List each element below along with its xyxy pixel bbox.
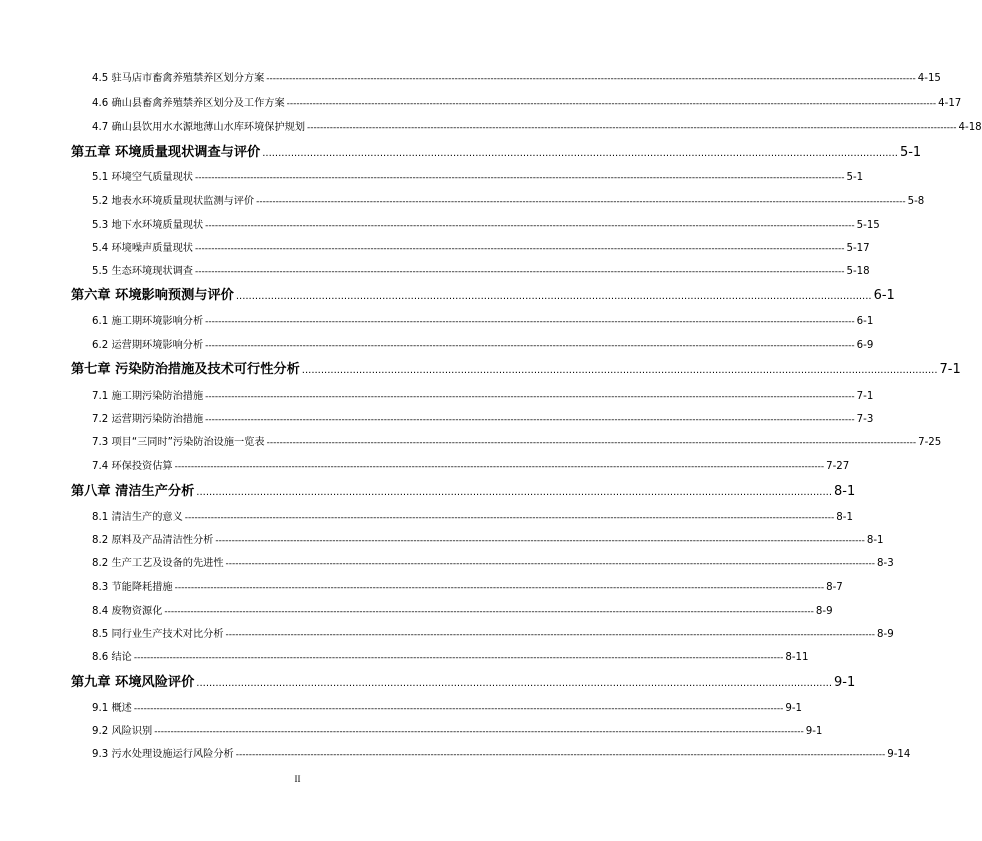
toc-entry-title: 9.2 风险识别 <box>92 726 153 737</box>
toc-entry-title: 7.3 项目“三同时”污染防治设施一览表 <box>92 437 265 448</box>
toc-section-entry[interactable] <box>92 262 870 277</box>
toc-entry-page: 5-17 <box>846 243 870 254</box>
toc-section-entry[interactable] <box>92 625 894 640</box>
toc-leader: ........................................................................................................................................................................................................ <box>196 678 833 689</box>
toc-section-entry[interactable] <box>92 508 853 523</box>
toc-chapter-entry[interactable] <box>71 284 895 303</box>
toc-entry-page: 5-1 <box>846 172 864 183</box>
toc-section-entry[interactable] <box>92 192 925 207</box>
toc-section-entry[interactable] <box>92 722 823 737</box>
toc-leader: ........................................................................................................................................................................................................ <box>301 365 938 376</box>
toc-entry-page: 8-7 <box>826 582 843 593</box>
toc-section-entry[interactable] <box>92 168 864 183</box>
toc-leader: -------------------------------------------------------------------------------------------------------------------------------------------------------------------------------------------------------- <box>194 173 845 183</box>
toc-entry-title: 8.2 生产工艺及设备的先进性 <box>92 558 224 569</box>
toc-entry-title: 第八章 清洁生产分析 <box>71 484 195 499</box>
toc-entry-page: 8-9 <box>877 629 894 640</box>
toc-entry-title: 7.2 运营期污染防治措施 <box>92 414 204 425</box>
toc-entry-title: 第五章 环境质量现状调查与评价 <box>71 145 261 160</box>
toc-entry-title: 6.2 运营期环境影响分析 <box>92 340 204 351</box>
toc-entry-title: 5.1 环境空气质量现状 <box>92 172 193 183</box>
toc-entry-title: 8.3 节能降耗措施 <box>92 582 173 593</box>
toc-leader: -------------------------------------------------------------------------------------------------------------------------------------------------------------------------------------------------------- <box>205 341 855 351</box>
toc-entry-page: 6-1 <box>856 316 874 327</box>
toc-entry-page: 7-25 <box>918 437 942 448</box>
toc-entry-page: 8-1 <box>836 512 853 523</box>
toc-leader: -------------------------------------------------------------------------------------------------------------------------------------------------------------------------------------------------------- <box>174 583 825 593</box>
toc-entry-page: 6-1 <box>873 288 895 303</box>
toc-section-entry[interactable] <box>92 239 870 254</box>
toc-leader: -------------------------------------------------------------------------------------------------------------------------------------------------------------------------------------------------------- <box>205 317 855 327</box>
toc-entry-page: 5-18 <box>846 266 870 277</box>
toc-entry-page: 4-17 <box>938 98 962 109</box>
toc-entry-title: 5.4 环境噪声质量现状 <box>92 243 193 254</box>
toc-section-entry[interactable] <box>92 602 833 617</box>
toc-entry-page: 8-9 <box>815 606 833 617</box>
toc-leader: -------------------------------------------------------------------------------------------------------------------------------------------------------------------------------------------------------- <box>164 607 814 617</box>
toc-leader: -------------------------------------------------------------------------------------------------------------------------------------------------------------------------------------------------------- <box>225 630 876 640</box>
toc-entry-page: 7-27 <box>826 461 850 472</box>
toc-entry-title: 4.7 确山县饮用水水源地薄山水库环境保护规划 <box>92 122 306 133</box>
toc-section-entry[interactable] <box>92 336 874 351</box>
page-number: II <box>294 774 301 784</box>
toc-leader: -------------------------------------------------------------------------------------------------------------------------------------------------------------------------------------------------------- <box>266 438 917 448</box>
toc-entry-title: 9.1 概述 <box>92 703 132 714</box>
toc-entry-title: 5.3 地下水环境质量现状 <box>92 220 204 231</box>
toc-leader: -------------------------------------------------------------------------------------------------------------------------------------------------------------------------------------------------------- <box>215 536 865 546</box>
toc-section-entry[interactable] <box>92 433 942 448</box>
toc-entry-title: 5.2 地表水环境质量现状监测与评价 <box>92 196 255 207</box>
toc-section-entry[interactable] <box>92 745 911 760</box>
toc-entry-title: 8.2 原料及产品清洁性分析 <box>92 535 214 546</box>
toc-entry-title: 4.5 驻马店市畜禽养殖禁养区划分方案 <box>92 73 265 84</box>
toc-section-entry[interactable] <box>92 410 874 425</box>
toc-entry-title: 7.4 环保投资估算 <box>92 461 173 472</box>
toc-entry-title: 8.6 结论 <box>92 652 132 663</box>
toc-entry-title: 8.5 同行业生产技术对比分析 <box>92 629 224 640</box>
toc-leader: -------------------------------------------------------------------------------------------------------------------------------------------------------------------------------------------------------- <box>205 392 855 402</box>
toc-leader: -------------------------------------------------------------------------------------------------------------------------------------------------------------------------------------------------------- <box>225 559 876 569</box>
toc-entry-title: 8.4 废物资源化 <box>92 606 163 617</box>
toc-leader: ........................................................................................................................................................................................................ <box>262 148 898 159</box>
toc-chapter-entry[interactable] <box>71 671 856 690</box>
toc-entry-page: 4-18 <box>958 122 982 133</box>
toc-section-entry[interactable] <box>92 118 982 133</box>
toc-entry-page: 9-1 <box>805 726 823 737</box>
toc-entry-page: 8-1 <box>834 484 856 499</box>
toc-section-entry[interactable] <box>92 69 941 84</box>
toc-section-entry[interactable] <box>92 699 802 714</box>
toc-entry-page: 9-14 <box>887 749 911 760</box>
toc-entry-page: 6-9 <box>856 340 874 351</box>
toc-section-entry[interactable] <box>92 387 874 402</box>
toc-entry-page: 4-15 <box>917 73 941 84</box>
toc-section-entry[interactable] <box>92 554 894 569</box>
toc-entry-title: 6.1 施工期环境影响分析 <box>92 316 204 327</box>
toc-section-entry[interactable] <box>92 312 874 327</box>
toc-leader: ........................................................................................................................................................................................................ <box>235 291 872 302</box>
toc-entry-title: 第七章 污染防治措施及技术可行性分析 <box>71 362 300 377</box>
toc-entry-title: 7.1 施工期污染防治措施 <box>92 391 204 402</box>
toc-leader: -------------------------------------------------------------------------------------------------------------------------------------------------------------------------------------------------------- <box>235 750 886 760</box>
toc-leader: -------------------------------------------------------------------------------------------------------------------------------------------------------------------------------------------------------- <box>154 727 804 737</box>
toc-section-entry[interactable] <box>92 216 880 231</box>
toc-entry-title: 8.1 清洁生产的意义 <box>92 512 183 523</box>
toc-leader: -------------------------------------------------------------------------------------------------------------------------------------------------------------------------------------------------------- <box>184 513 835 523</box>
toc-entry-page: 8-11 <box>785 652 809 663</box>
toc-chapter-entry[interactable] <box>71 141 922 160</box>
toc-leader: -------------------------------------------------------------------------------------------------------------------------------------------------------------------------------------------------------- <box>174 462 825 472</box>
toc-leader: ........................................................................................................................................................................................................ <box>196 487 833 498</box>
toc-entry-title: 9.3 污水处理设施运行风险分析 <box>92 749 234 760</box>
toc-section-entry[interactable] <box>92 457 850 472</box>
toc-leader: -------------------------------------------------------------------------------------------------------------------------------------------------------------------------------------------------------- <box>133 704 784 714</box>
toc-section-entry[interactable] <box>92 578 843 593</box>
toc-section-entry[interactable] <box>92 94 962 109</box>
toc-leader: -------------------------------------------------------------------------------------------------------------------------------------------------------------------------------------------------------- <box>266 74 916 84</box>
toc-leader: -------------------------------------------------------------------------------------------------------------------------------------------------------------------------------------------------------- <box>205 415 855 425</box>
toc-chapter-entry[interactable] <box>71 358 961 377</box>
toc-leader: -------------------------------------------------------------------------------------------------------------------------------------------------------------------------------------------------------- <box>256 197 906 207</box>
toc-leader: -------------------------------------------------------------------------------------------------------------------------------------------------------------------------------------------------------- <box>194 244 845 254</box>
toc-entry-title: 5.5 生态环境现状调查 <box>92 266 193 277</box>
toc-leader: -------------------------------------------------------------------------------------------------------------------------------------------------------------------------------------------------------- <box>133 653 784 663</box>
toc-entry-page: 5-1 <box>899 145 922 160</box>
toc-section-entry[interactable] <box>92 648 809 663</box>
toc-entry-page: 8-3 <box>877 558 894 569</box>
toc-entry-page: 5-15 <box>856 220 880 231</box>
toc-entry-page: 9-1 <box>785 703 802 714</box>
toc-entry-page: 7-1 <box>939 362 961 377</box>
toc-leader: -------------------------------------------------------------------------------------------------------------------------------------------------------------------------------------------------------- <box>194 267 845 277</box>
toc-entry-title: 第六章 环境影响预测与评价 <box>71 288 234 303</box>
toc-leader: -------------------------------------------------------------------------------------------------------------------------------------------------------------------------------------------------------- <box>205 221 855 231</box>
toc-entry-page: 5-8 <box>907 196 925 207</box>
toc-entry-page: 8-1 <box>866 535 884 546</box>
toc-entry-title: 第九章 环境风险评价 <box>71 675 195 690</box>
toc-entry-page: 9-1 <box>834 675 856 690</box>
toc-leader: -------------------------------------------------------------------------------------------------------------------------------------------------------------------------------------------------------- <box>307 123 957 133</box>
toc-chapter-entry[interactable] <box>71 480 856 499</box>
toc-section-entry[interactable] <box>92 531 884 546</box>
toc-entry-page: 7-1 <box>856 391 874 402</box>
toc-entry-page: 7-3 <box>856 414 874 425</box>
toc-entry-title: 4.6 确山县畜禽养殖禁养区划分及工作方案 <box>92 98 285 109</box>
toc-leader: -------------------------------------------------------------------------------------------------------------------------------------------------------------------------------------------------------- <box>286 99 937 109</box>
